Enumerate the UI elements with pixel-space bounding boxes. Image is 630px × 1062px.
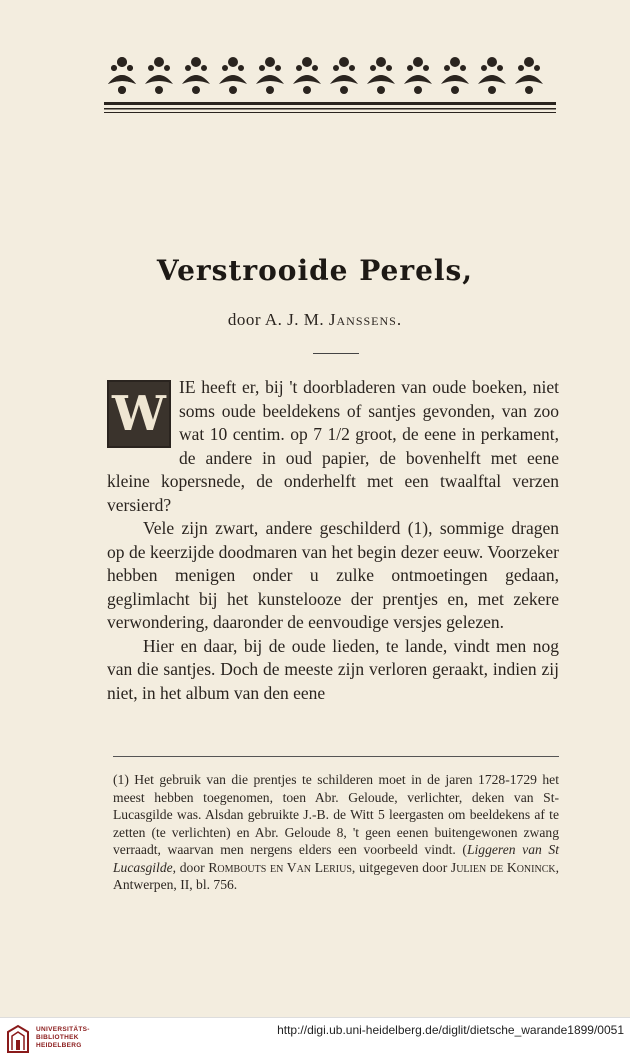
dropcap-w-icon — [107, 380, 171, 448]
footnote-part3: , uitgegeven door — [351, 859, 451, 875]
footnote — [113, 771, 559, 894]
footnote-divider — [113, 756, 559, 757]
footnote-part4: , Antwerpen, II, bl. 756. — [113, 859, 559, 892]
author-surname: Janssens. — [328, 310, 403, 329]
library-line: HEIDELBERG — [36, 1042, 82, 1049]
footnote-italic: Liggeren van St Lucasgilde — [113, 842, 560, 875]
page-title: Verstrooide Perels, — [156, 254, 474, 287]
paragraph — [107, 376, 559, 517]
library-line: BIBLIOTHEK — [36, 1034, 79, 1041]
author-line — [0, 310, 630, 330]
footer-bar — [0, 1017, 630, 1062]
university-logo-icon — [6, 1024, 30, 1054]
footnote-part2: , door — [172, 859, 209, 875]
footnote-sc1: Rombouts en Van Lerius — [208, 859, 352, 875]
page-url-link[interactable]: http://digi.ub.uni-heidelberg.de/diglit/dietsche_warande1899/0051 — [277, 1023, 624, 1037]
floral-header-ornament-icon — [104, 50, 556, 116]
title-divider — [313, 353, 359, 354]
author-prefix: door A. J. M. — [227, 310, 329, 329]
paragraph: Hier en daar, bij de oude lieden, te lande, vindt men nog van die santjes. Doch de meeste zijn verloren geraakt, indien zij niet, in het album van den eene — [107, 635, 559, 703]
dropcap-letter: W — [112, 386, 166, 442]
footnote-part1: (1) Het gebruik van die prentjes te schilderen moet in de jaren 1728-1729 het meest hebben toegenomen, toen Abr. Geloude, verlichter, deken van St-Lucasgilde was. Alsdan gebruikte J.-B. de Witt 5 leergasten om beeldekens af te zetten (te verlichten) en Abr. Geloude 8, 't geen eenen buitengewonen zwang verraadt, waarvan men nergens elders een voorbeeld vindt. ( — [113, 772, 559, 857]
paragraph-first-text: IE heeft er, bij 't doorbladeren van oude boeken, niet soms oude beeldekens of santjes gevonden, van zoo wat 10 centim. op 7 1/2 groot, de eene in perkament, de andere in oud papier, de bovenhelft met eene kleine kopersnede, de onderhelft met een twaalftal verzen versierd? — [107, 377, 559, 515]
body-text — [107, 376, 559, 705]
paragraph: Vele zijn zwart, andere geschilderd (1), sommige dragen op de keerzijde doodmaren van het begin dezer eeuw. Voorzeker hebben menigen onder u zulke ontmoetingen gedaan, geglimlacht bij het kunstelooze der prentjes en, met zekere verwondering, daaronder de eenvoudige versjes gelezen. — [107, 518, 559, 632]
footnote-sc2: Julien de Koninck — [450, 859, 556, 875]
library-line: UNIVERSITÄTS- — [36, 1026, 90, 1033]
library-name — [36, 1026, 90, 1050]
